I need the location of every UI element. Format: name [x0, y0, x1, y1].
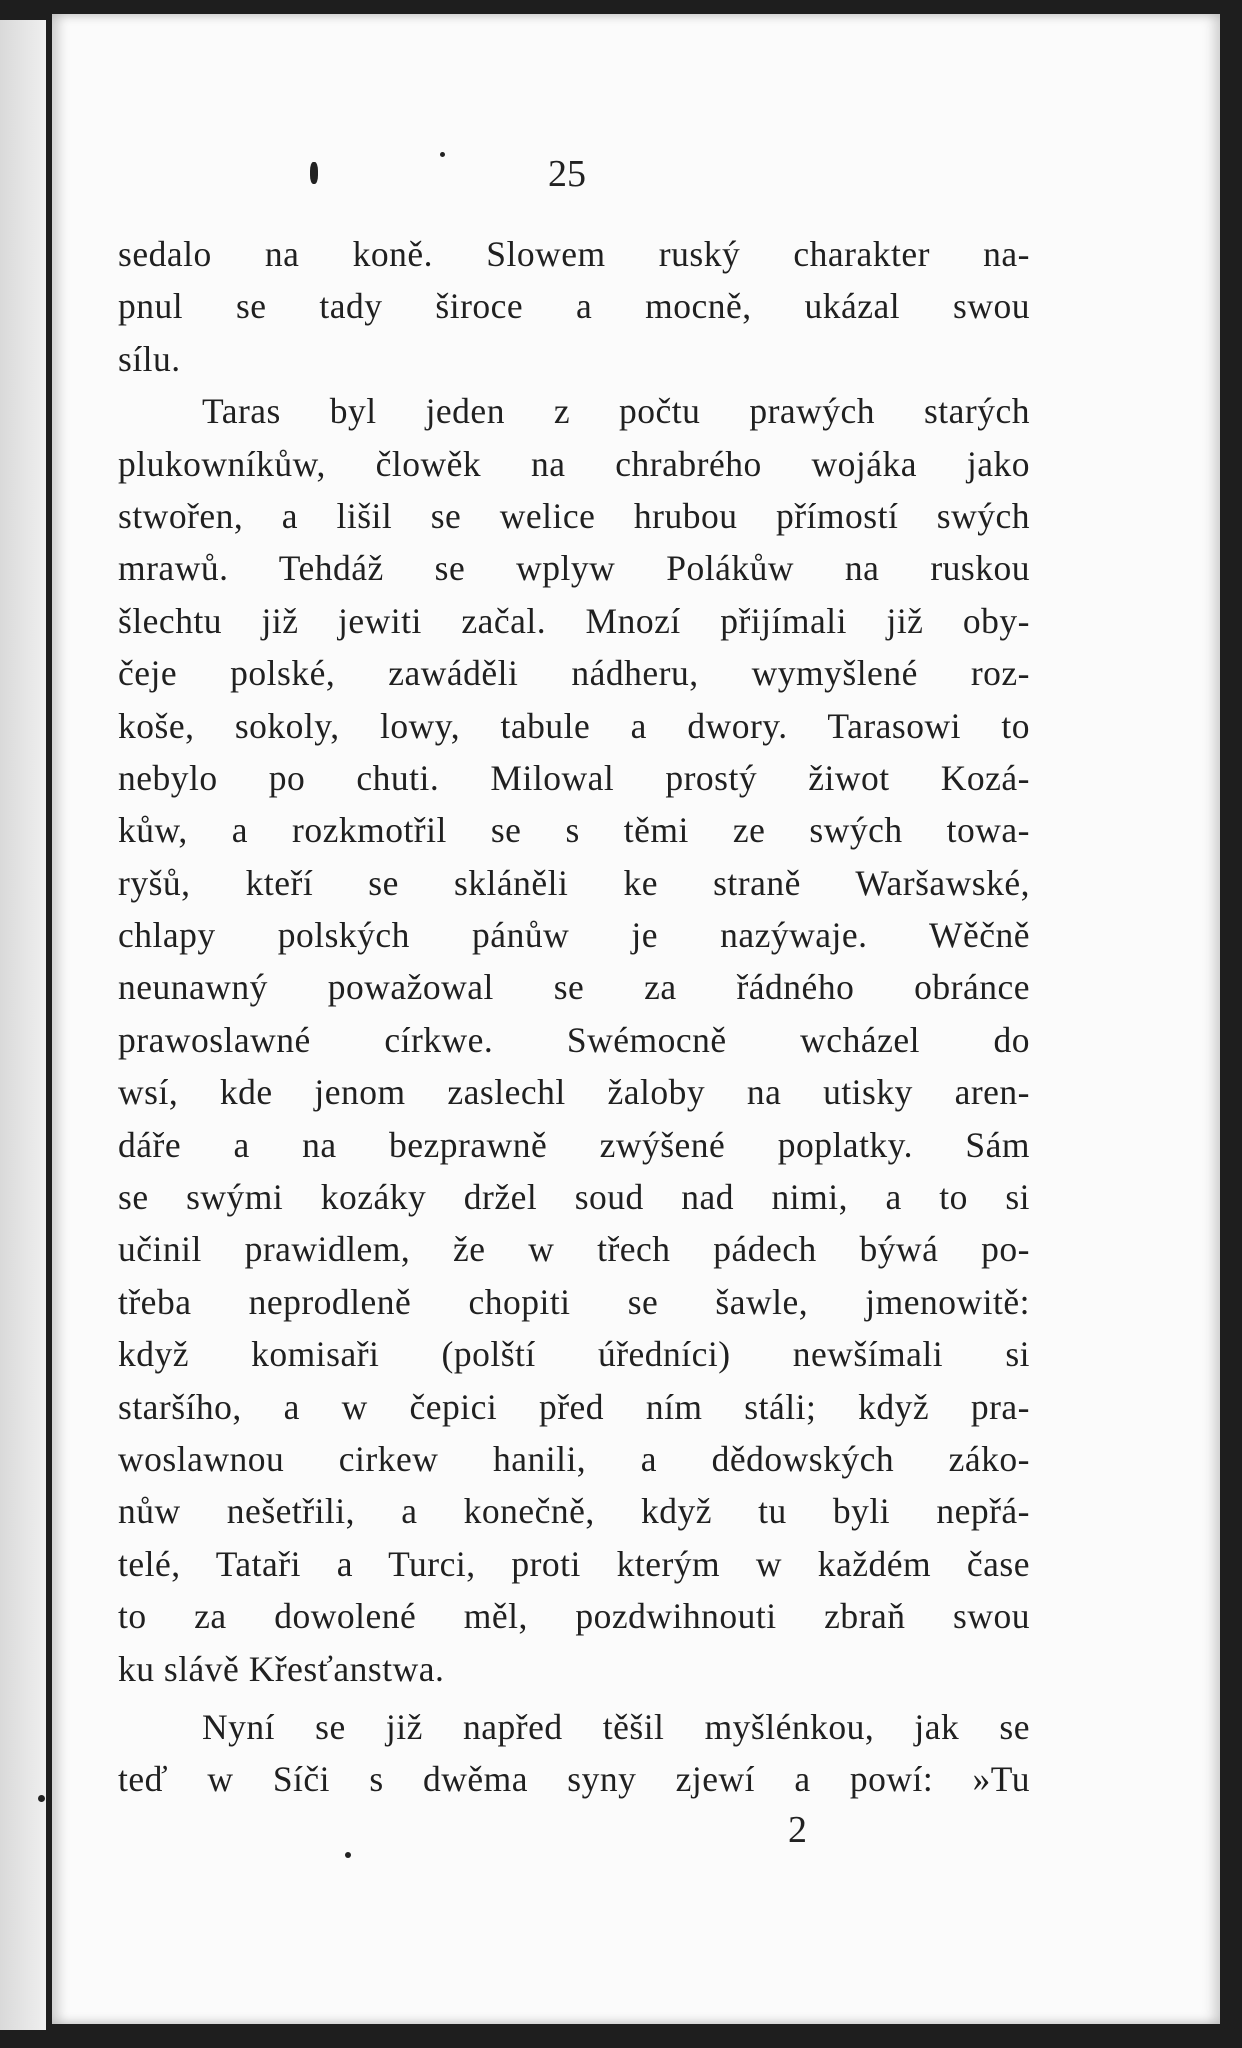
- text-line: nůw nešetřili, a konečně, když tu byli nepřá-: [118, 1491, 1030, 1532]
- text-line: staršího, a w čepici před ním stáli; když pra-: [118, 1386, 1030, 1427]
- signature-mark: 2: [788, 1809, 807, 1851]
- ink-speck: [310, 162, 318, 184]
- text-line: ku slávě Křesťanstwa.: [118, 1648, 445, 1689]
- text-line: teď w Síči s dwěma syny zjewí a powí: »Tu: [118, 1759, 1030, 1800]
- paragraph: [118, 1701, 1030, 1806]
- ink-speck: [38, 1795, 45, 1802]
- text-line: koše, sokoly, lowy, tabule a dwory. Tarasowi to: [118, 705, 1030, 746]
- text-line: to za dowolené měl, pozdwihnouti zbraň swou: [118, 1596, 1030, 1637]
- text-line: dáře a na bezprawně zwýšené poplatky. Sám: [118, 1124, 1030, 1165]
- text-line: pnul se tady široce a mocně, ukázal swou: [118, 286, 1030, 327]
- text-line: stwořen, a lišil se welice hrubou přímostí swých: [118, 495, 1030, 536]
- facing-page-edge: [0, 20, 46, 2030]
- body-text: [118, 228, 1030, 1806]
- text-line: třeba neprodleně chopiti se šawle, jmenowitě:: [118, 1281, 1030, 1322]
- text-line: nebylo po chuti. Milowal prostý žiwot Kozá-: [118, 757, 1030, 798]
- text-line: Nyní se již napřed těšil myšlénkou, jak se: [202, 1706, 1030, 1747]
- text-line: wsí, kde jenom zaslechl žaloby na utisky aren-: [118, 1072, 1030, 1113]
- text-line: ryšů, kteří se skláněli ke straně Waršawské,: [118, 862, 1030, 903]
- ink-speck: [345, 1852, 351, 1858]
- paragraph: [118, 385, 1030, 1695]
- text-line: sedalo na koně. Slowem ruský charakter na-: [118, 234, 1030, 274]
- text-line: se swými kozáky držel soud nad nimi, a to si: [118, 1177, 1030, 1218]
- text-line: telé, Tataři a Turci, proti kterým w každém čase: [118, 1543, 1030, 1584]
- text-line: učinil prawidlem, že w třech pádech býwá po-: [118, 1229, 1030, 1270]
- text-line: neunawný powažowal se za řádného obránce: [118, 967, 1030, 1008]
- ink-speck: [440, 152, 445, 157]
- text-line: Taras byl jeden z počtu prawých starých: [202, 391, 1030, 432]
- text-line: woslawnou cirkew hanili, a dědowských záko-: [118, 1438, 1030, 1479]
- text-line: prawoslawné církwe. Swémocně wcházel do: [118, 1019, 1030, 1060]
- text-line: čeje polské, zawáděli nádheru, wymyšlené roz-: [118, 653, 1030, 694]
- text-line: chlapy polských pánůw je nazýwaje. Wěčně: [118, 915, 1030, 956]
- text-line: sílu.: [118, 338, 181, 379]
- text-line: když komisaři (polští úředníci) newšímali si: [118, 1334, 1030, 1375]
- paragraph: [118, 228, 1030, 385]
- text-line: kůw, a rozkmotřil se s těmi ze swých towa-: [118, 810, 1030, 851]
- page-number: 25: [548, 153, 586, 195]
- text-line: šlechtu již jewiti začal. Mnozí přijímali již oby-: [118, 600, 1030, 641]
- text-line: plukowníkůw, člowěk na chrabrého wojáka jako: [118, 443, 1030, 484]
- text-line: mrawů. Tehdáž se wplyw Polákůw na ruskou: [118, 548, 1030, 589]
